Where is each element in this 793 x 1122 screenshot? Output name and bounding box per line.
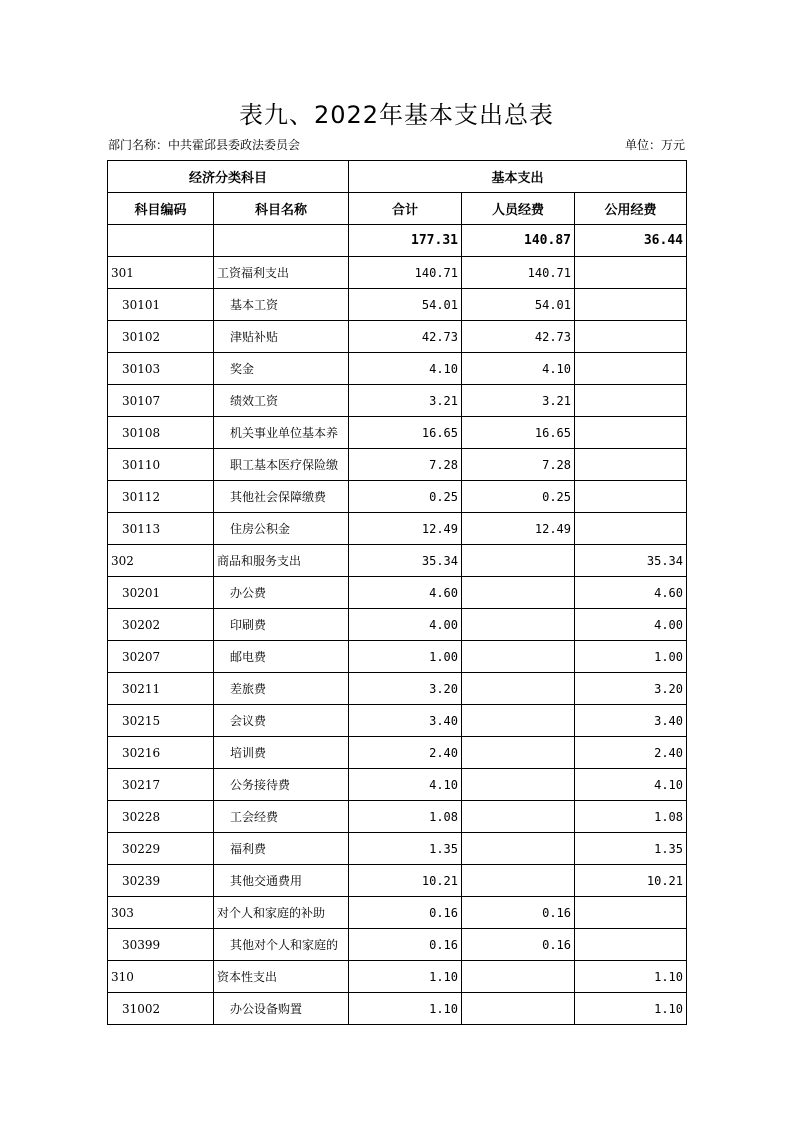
row-name: 津贴补贴 [214,321,349,353]
row-personnel [462,801,575,833]
row-name: 工资福利支出 [214,257,349,289]
row-public [575,321,687,353]
row-total: 4.00 [349,609,462,641]
row-public: 4.00 [575,609,687,641]
row-public [575,289,687,321]
row-public [575,481,687,513]
row-total: 35.34 [349,545,462,577]
row-name: 会议费 [214,705,349,737]
header-basic-expenditure: 基本支出 [349,161,687,193]
row-code: 30217 [108,769,214,801]
row-name: 其他对个人和家庭的 [214,929,349,961]
row-public: 35.34 [575,545,687,577]
header-personnel: 人员经费 [462,193,575,225]
row-personnel [462,993,575,1025]
row-name: 公务接待费 [214,769,349,801]
row-personnel [462,545,575,577]
row-code: 30211 [108,673,214,705]
table-row [108,481,687,513]
totals-row [108,225,687,257]
row-personnel [462,769,575,801]
row-personnel [462,833,575,865]
row-personnel [462,737,575,769]
table-row [108,257,687,289]
row-personnel [462,865,575,897]
row-personnel: 12.49 [462,513,575,545]
row-personnel: 54.01 [462,289,575,321]
table-row [108,865,687,897]
row-public: 4.10 [575,769,687,801]
row-total: 4.60 [349,577,462,609]
row-public: 10.21 [575,865,687,897]
row-public: 1.00 [575,641,687,673]
row-public: 1.10 [575,993,687,1025]
row-name: 其他社会保障缴费 [214,481,349,513]
row-total: 3.40 [349,705,462,737]
row-public: 3.20 [575,673,687,705]
row-code: 301 [108,257,214,289]
row-total: 1.00 [349,641,462,673]
row-personnel: 7.28 [462,449,575,481]
row-personnel [462,673,575,705]
row-total: 140.71 [349,257,462,289]
table-row [108,705,687,737]
row-total: 16.65 [349,417,462,449]
row-personnel: 42.73 [462,321,575,353]
row-personnel: 0.16 [462,897,575,929]
table-row [108,673,687,705]
row-total: 42.73 [349,321,462,353]
row-total: 12.49 [349,513,462,545]
row-code: 30201 [108,577,214,609]
table-row [108,961,687,993]
row-name: 工会经费 [214,801,349,833]
row-code: 30216 [108,737,214,769]
totals-public: 36.44 [575,225,687,257]
row-personnel [462,961,575,993]
row-code: 30103 [108,353,214,385]
table-row [108,769,687,801]
row-name: 邮电费 [214,641,349,673]
row-name: 福利费 [214,833,349,865]
row-code: 30113 [108,513,214,545]
header-code: 科目编码 [108,193,214,225]
row-personnel: 0.16 [462,929,575,961]
table-row [108,545,687,577]
row-total: 3.20 [349,673,462,705]
row-code: 30229 [108,833,214,865]
table-row [108,449,687,481]
row-public: 1.10 [575,961,687,993]
row-name: 商品和服务支出 [214,545,349,577]
row-name: 职工基本医疗保险缴 [214,449,349,481]
table-row [108,929,687,961]
row-public [575,257,687,289]
row-code: 30207 [108,641,214,673]
row-code: 31002 [108,993,214,1025]
row-total: 1.10 [349,993,462,1025]
row-public [575,929,687,961]
row-name: 差旅费 [214,673,349,705]
table-row [108,353,687,385]
row-total: 0.16 [349,897,462,929]
row-name: 对个人和家庭的补助 [214,897,349,929]
table-row [108,513,687,545]
totals-personnel: 140.87 [462,225,575,257]
row-name: 资本性支出 [214,961,349,993]
row-personnel [462,577,575,609]
row-total: 3.21 [349,385,462,417]
table-row [108,321,687,353]
row-public: 3.40 [575,705,687,737]
row-name: 培训费 [214,737,349,769]
unit-label: 单位：万元 [624,138,685,152]
table-row [108,385,687,417]
row-public [575,353,687,385]
row-code: 30399 [108,929,214,961]
header-economic-class: 经济分类科目 [108,161,349,193]
row-public: 1.08 [575,801,687,833]
row-personnel: 16.65 [462,417,575,449]
row-public [575,897,687,929]
row-total: 10.21 [349,865,462,897]
row-total: 2.40 [349,737,462,769]
table-row [108,609,687,641]
table-row [108,801,687,833]
row-code: 30215 [108,705,214,737]
row-name: 其他交通费用 [214,865,349,897]
totals-code [108,225,214,257]
row-personnel: 4.10 [462,353,575,385]
row-personnel: 3.21 [462,385,575,417]
row-personnel [462,641,575,673]
row-total: 4.10 [349,769,462,801]
row-personnel [462,609,575,641]
row-code: 302 [108,545,214,577]
row-public [575,513,687,545]
row-name: 办公设备购置 [214,993,349,1025]
row-total: 1.35 [349,833,462,865]
row-total: 54.01 [349,289,462,321]
row-personnel: 0.25 [462,481,575,513]
table-row [108,993,687,1025]
row-code: 30112 [108,481,214,513]
totals-name [214,225,349,257]
table-row [108,641,687,673]
row-code: 310 [108,961,214,993]
table-row [108,417,687,449]
row-total: 0.25 [349,481,462,513]
row-total: 1.08 [349,801,462,833]
row-total: 7.28 [349,449,462,481]
table-row [108,737,687,769]
row-code: 30110 [108,449,214,481]
row-name: 机关事业单位基本养 [214,417,349,449]
row-name: 基本工资 [214,289,349,321]
row-public: 2.40 [575,737,687,769]
table-row [108,833,687,865]
row-public: 4.60 [575,577,687,609]
page-title: 表九、2022年基本支出总表 [238,101,555,129]
row-code: 30239 [108,865,214,897]
row-code: 30228 [108,801,214,833]
row-name: 奖金 [214,353,349,385]
table-row [108,577,687,609]
row-public: 1.35 [575,833,687,865]
totals-total: 177.31 [349,225,462,257]
row-total: 4.10 [349,353,462,385]
row-code: 30102 [108,321,214,353]
expenditure-table [107,160,687,1025]
row-code: 30107 [108,385,214,417]
row-public [575,417,687,449]
department-name: 部门名称：中共霍邱县委政法委员会 [108,138,301,152]
header-column-row [108,193,687,225]
header-name: 科目名称 [214,193,349,225]
header-total: 合计 [349,193,462,225]
row-name: 住房公积金 [214,513,349,545]
row-code: 30101 [108,289,214,321]
row-code: 30108 [108,417,214,449]
row-name: 绩效工资 [214,385,349,417]
row-personnel: 140.71 [462,257,575,289]
row-name: 印刷费 [214,609,349,641]
header-public: 公用经费 [575,193,687,225]
row-personnel [462,705,575,737]
row-name: 办公费 [214,577,349,609]
row-public [575,385,687,417]
table-row [108,897,687,929]
header-group-row [108,161,687,193]
row-code: 303 [108,897,214,929]
row-code: 30202 [108,609,214,641]
row-public [575,449,687,481]
table-row [108,289,687,321]
row-total: 1.10 [349,961,462,993]
row-total: 0.16 [349,929,462,961]
